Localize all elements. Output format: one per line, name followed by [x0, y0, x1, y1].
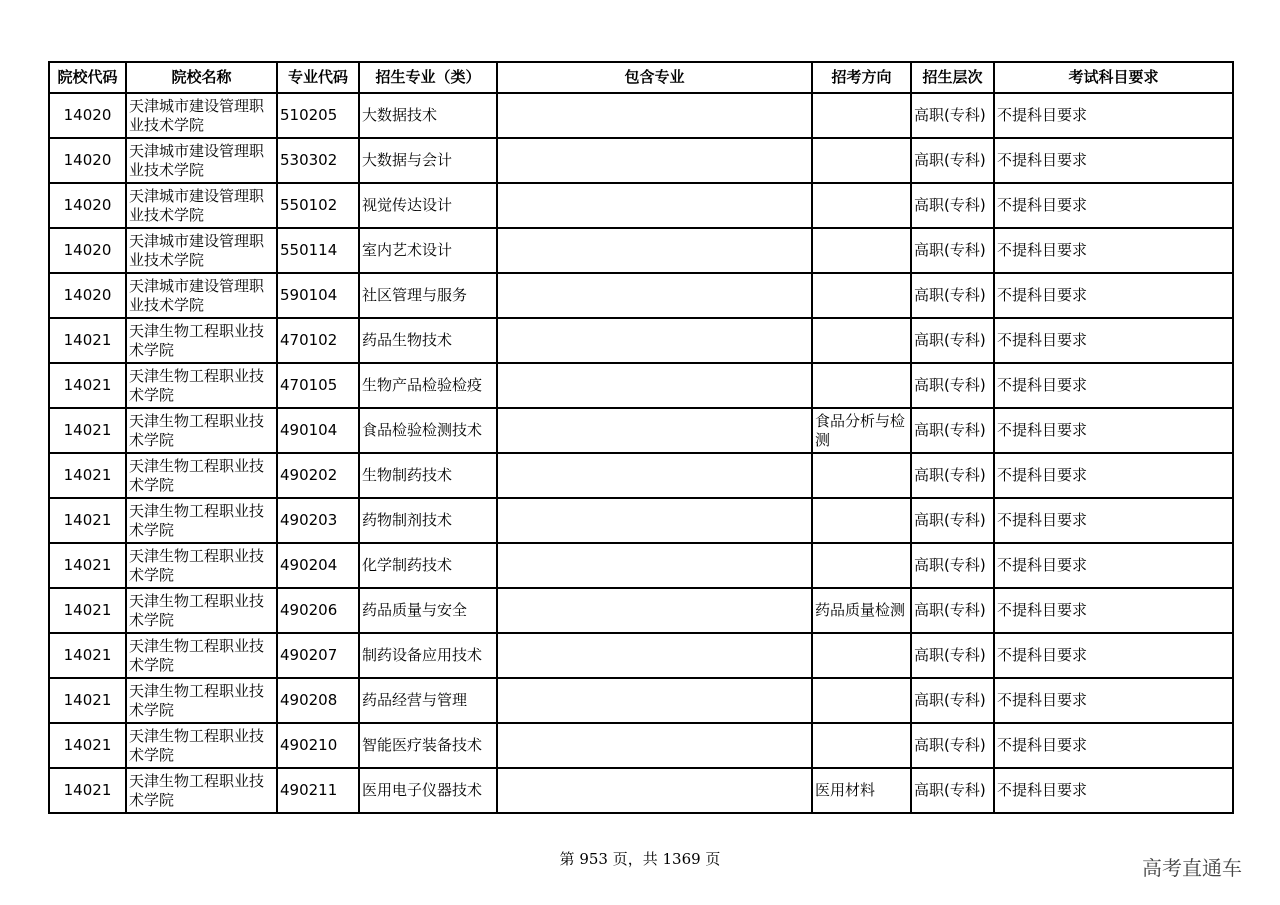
school-code-cell: 14020 [49, 183, 126, 228]
table-row [49, 498, 1233, 543]
level-cell: 高职(专科) [911, 273, 994, 318]
table-row [49, 138, 1233, 183]
major-cell: 生物产品检验检疫 [359, 363, 497, 408]
major-code-cell: 490203 [277, 498, 359, 543]
major-code-cell: 490208 [277, 678, 359, 723]
major-cell: 医用电子仪器技术 [359, 768, 497, 813]
subject-req-cell: 不提科目要求 [994, 678, 1233, 723]
major-code-cell: 550102 [277, 183, 359, 228]
level-cell: 高职(专科) [911, 543, 994, 588]
direction-cell [812, 138, 911, 183]
level-cell: 高职(专科) [911, 138, 994, 183]
school-code-cell: 14021 [49, 318, 126, 363]
major-cell: 室内艺术设计 [359, 228, 497, 273]
major-cell: 化学制药技术 [359, 543, 497, 588]
direction-cell [812, 498, 911, 543]
school-code-cell: 14020 [49, 138, 126, 183]
school-code-cell: 14021 [49, 408, 126, 453]
level-cell: 高职(专科) [911, 228, 994, 273]
table-row [49, 588, 1233, 633]
table-row [49, 273, 1233, 318]
table-row [49, 633, 1233, 678]
level-cell: 高职(专科) [911, 588, 994, 633]
subject-req-cell: 不提科目要求 [994, 723, 1233, 768]
major-cell: 药品质量与安全 [359, 588, 497, 633]
direction-cell [812, 183, 911, 228]
direction-cell [812, 93, 911, 138]
included-majors-cell [497, 588, 812, 633]
level-cell: 高职(专科) [911, 93, 994, 138]
col-header-level: 招生层次 [911, 62, 994, 93]
school-name-cell: 天津生物工程职业技术学院 [126, 588, 277, 633]
table-row [49, 543, 1233, 588]
school-code-cell: 14021 [49, 543, 126, 588]
major-cell: 大数据技术 [359, 93, 497, 138]
major-cell: 药物制剂技术 [359, 498, 497, 543]
major-code-cell: 470105 [277, 363, 359, 408]
major-cell: 生物制药技术 [359, 453, 497, 498]
school-code-cell: 14021 [49, 678, 126, 723]
direction-cell: 医用材料 [812, 768, 911, 813]
subject-req-cell: 不提科目要求 [994, 273, 1233, 318]
direction-cell [812, 363, 911, 408]
subject-req-cell: 不提科目要求 [994, 633, 1233, 678]
major-cell: 大数据与会计 [359, 138, 497, 183]
subject-req-cell: 不提科目要求 [994, 543, 1233, 588]
included-majors-cell [497, 318, 812, 363]
direction-cell [812, 678, 911, 723]
major-cell: 药品经营与管理 [359, 678, 497, 723]
major-cell: 制药设备应用技术 [359, 633, 497, 678]
school-name-cell: 天津城市建设管理职业技术学院 [126, 138, 277, 183]
major-cell: 社区管理与服务 [359, 273, 497, 318]
school-name-cell: 天津生物工程职业技术学院 [126, 318, 277, 363]
included-majors-cell [497, 93, 812, 138]
subject-req-cell: 不提科目要求 [994, 318, 1233, 363]
table-row [49, 183, 1233, 228]
subject-req-cell: 不提科目要求 [994, 93, 1233, 138]
subject-req-cell: 不提科目要求 [994, 453, 1233, 498]
direction-cell [812, 453, 911, 498]
table-row [49, 453, 1233, 498]
level-cell: 高职(专科) [911, 768, 994, 813]
table-row [49, 363, 1233, 408]
page-footer: 第 953 页，共 1369 页 [559, 850, 721, 868]
level-cell: 高职(专科) [911, 363, 994, 408]
school-name-cell: 天津生物工程职业技术学院 [126, 768, 277, 813]
major-code-cell: 490210 [277, 723, 359, 768]
school-code-cell: 14021 [49, 498, 126, 543]
subject-req-cell: 不提科目要求 [994, 768, 1233, 813]
level-cell: 高职(专科) [911, 318, 994, 363]
included-majors-cell [497, 453, 812, 498]
major-code-cell: 590104 [277, 273, 359, 318]
major-cell: 药品生物技术 [359, 318, 497, 363]
major-code-cell: 550114 [277, 228, 359, 273]
school-name-cell: 天津城市建设管理职业技术学院 [126, 183, 277, 228]
included-majors-cell [497, 408, 812, 453]
included-majors-cell [497, 633, 812, 678]
major-code-cell: 490204 [277, 543, 359, 588]
major-cell: 智能医疗装备技术 [359, 723, 497, 768]
level-cell: 高职(专科) [911, 183, 994, 228]
included-majors-cell [497, 273, 812, 318]
table-row [49, 93, 1233, 138]
direction-cell [812, 228, 911, 273]
direction-cell [812, 273, 911, 318]
included-majors-cell [497, 678, 812, 723]
subject-req-cell: 不提科目要求 [994, 498, 1233, 543]
major-code-cell: 490207 [277, 633, 359, 678]
direction-cell [812, 543, 911, 588]
direction-cell: 药品质量检测 [812, 588, 911, 633]
major-code-cell: 470102 [277, 318, 359, 363]
school-name-cell: 天津生物工程职业技术学院 [126, 498, 277, 543]
included-majors-cell [497, 543, 812, 588]
major-code-cell: 510205 [277, 93, 359, 138]
school-name-cell: 天津生物工程职业技术学院 [126, 453, 277, 498]
col-header-major: 招生专业（类） [359, 62, 497, 93]
included-majors-cell [497, 183, 812, 228]
subject-req-cell: 不提科目要求 [994, 588, 1233, 633]
included-majors-cell [497, 363, 812, 408]
school-code-cell: 14021 [49, 363, 126, 408]
table-row [49, 228, 1233, 273]
major-cell: 食品检验检测技术 [359, 408, 497, 453]
subject-req-cell: 不提科目要求 [994, 138, 1233, 183]
school-name-cell: 天津城市建设管理职业技术学院 [126, 228, 277, 273]
table-row [49, 318, 1233, 363]
subject-req-cell: 不提科目要求 [994, 228, 1233, 273]
direction-cell [812, 318, 911, 363]
table-row [49, 768, 1233, 813]
level-cell: 高职(专科) [911, 498, 994, 543]
school-name-cell: 天津城市建设管理职业技术学院 [126, 93, 277, 138]
school-code-cell: 14020 [49, 273, 126, 318]
direction-cell: 食品分析与检测 [812, 408, 911, 453]
col-header-included-majors: 包含专业 [497, 62, 812, 93]
school-name-cell: 天津生物工程职业技术学院 [126, 408, 277, 453]
table-row [49, 408, 1233, 453]
included-majors-cell [497, 228, 812, 273]
direction-cell [812, 633, 911, 678]
school-name-cell: 天津生物工程职业技术学院 [126, 678, 277, 723]
school-name-cell: 天津城市建设管理职业技术学院 [126, 273, 277, 318]
level-cell: 高职(专科) [911, 633, 994, 678]
school-name-cell: 天津生物工程职业技术学院 [126, 723, 277, 768]
included-majors-cell [497, 723, 812, 768]
col-header-school-code: 院校代码 [49, 62, 126, 93]
subject-req-cell: 不提科目要求 [994, 183, 1233, 228]
col-header-subject-req: 考试科目要求 [994, 62, 1233, 93]
table-row [49, 723, 1233, 768]
school-code-cell: 14021 [49, 768, 126, 813]
direction-cell [812, 723, 911, 768]
major-code-cell: 490206 [277, 588, 359, 633]
school-name-cell: 天津生物工程职业技术学院 [126, 633, 277, 678]
level-cell: 高职(专科) [911, 723, 994, 768]
col-header-major-code: 专业代码 [277, 62, 359, 93]
level-cell: 高职(专科) [911, 453, 994, 498]
school-code-cell: 14020 [49, 93, 126, 138]
watermark: 高考直通车 [1142, 856, 1242, 880]
subject-req-cell: 不提科目要求 [994, 408, 1233, 453]
included-majors-cell [497, 768, 812, 813]
school-name-cell: 天津生物工程职业技术学院 [126, 363, 277, 408]
included-majors-cell [497, 498, 812, 543]
school-code-cell: 14020 [49, 228, 126, 273]
school-code-cell: 14021 [49, 633, 126, 678]
school-code-cell: 14021 [49, 588, 126, 633]
major-code-cell: 490202 [277, 453, 359, 498]
table-row [49, 678, 1233, 723]
col-header-school-name: 院校名称 [126, 62, 277, 93]
level-cell: 高职(专科) [911, 678, 994, 723]
school-code-cell: 14021 [49, 453, 126, 498]
level-cell: 高职(专科) [911, 408, 994, 453]
major-code-cell: 490211 [277, 768, 359, 813]
included-majors-cell [497, 138, 812, 183]
table-body [49, 93, 1233, 813]
major-code-cell: 530302 [277, 138, 359, 183]
major-cell: 视觉传达设计 [359, 183, 497, 228]
school-name-cell: 天津生物工程职业技术学院 [126, 543, 277, 588]
header-row [49, 62, 1233, 93]
admissions-table [48, 61, 1234, 814]
col-header-direction: 招考方向 [812, 62, 911, 93]
subject-req-cell: 不提科目要求 [994, 363, 1233, 408]
major-code-cell: 490104 [277, 408, 359, 453]
school-code-cell: 14021 [49, 723, 126, 768]
